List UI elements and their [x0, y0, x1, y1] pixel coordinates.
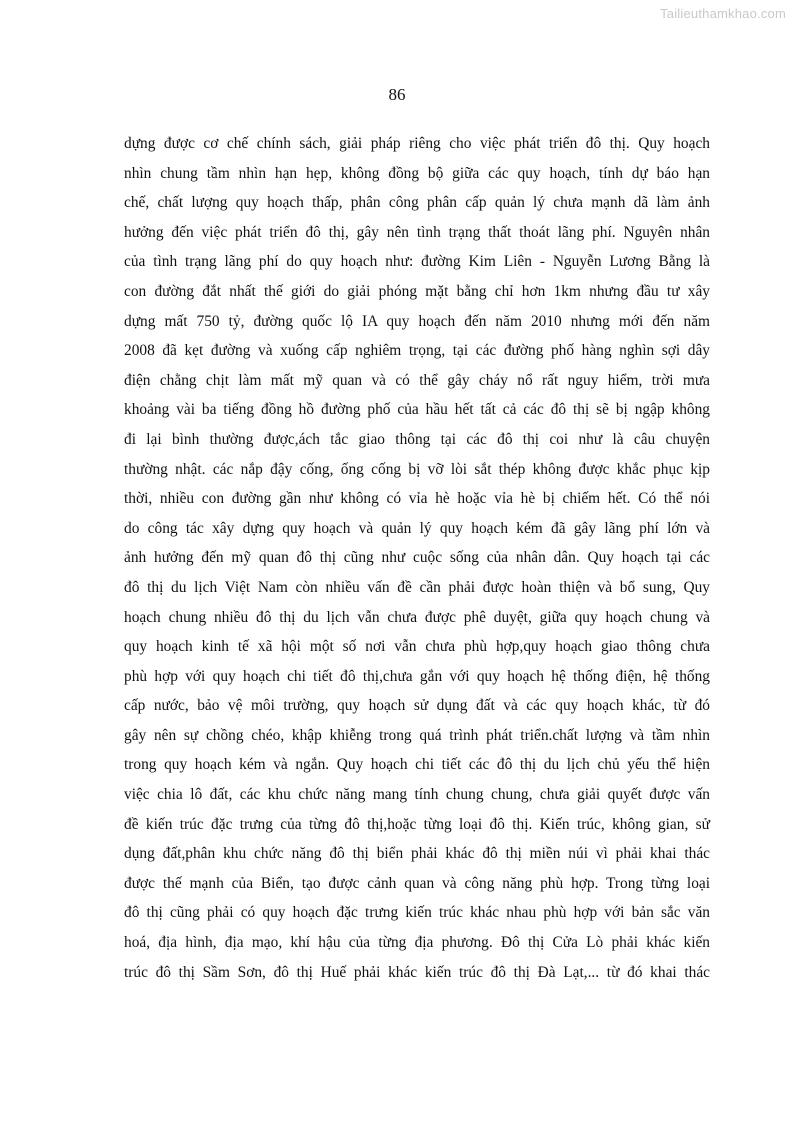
text-line: của tình trạng lãng phí do quy hoạch như: đường Kim Liên - Nguyễn Lương Bằng là	[124, 253, 710, 271]
text-line: trúc đô thị Sầm Sơn, đô thị Huế phải khác kiến trúc đô thị Đà Lạt,... từ đó khai thác	[124, 963, 710, 981]
text-line: dựng mất 750 tỷ, đường quốc lộ IA quy hoạch đến năm 2010 nhưng mới đến năm	[124, 312, 710, 330]
text-line: khoảng vài ba tiếng đồng hồ đường phố của hầu hết tất cả các đô thị sẽ bị ngập không	[124, 401, 710, 419]
text-line: được thế mạnh của Biển, tạo được cảnh quan và công năng phù hợp. Trong từng loại	[124, 874, 710, 892]
watermark-text: Tailieuthamkhao.com	[660, 6, 786, 21]
text-line: hoạch chung nhiều đô thị du lịch vẫn chưa được phê duyệt, giữa quy hoạch chung và	[124, 608, 710, 626]
text-line: trong quy hoạch kém và ngắn. Quy hoạch chi tiết các đô thị du lịch chủ yếu thể hiện	[124, 756, 710, 774]
text-line: con đường đắt nhất thế giới do giải phóng mặt bằng chỉ hơn 1km nhưng đầu tư xây	[124, 282, 710, 300]
text-line: do công tác xây dựng quy hoạch và quản lý quy hoạch kém đã gây lãng phí lớn và	[124, 519, 710, 537]
text-line: phù hợp với quy hoạch chi tiết đô thị,chưa gắn với quy hoạch hệ thống điện, hệ thống	[124, 667, 710, 685]
text-line: đề kiến trúc đặc trưng của từng đô thị,hoặc từng loại đô thị. Kiến trúc, không gian, sử	[124, 815, 710, 833]
text-line: hưởng đến việc phát triển đô thị, gây nên tình trạng thất thoát lãng phí. Nguyên nhân	[124, 223, 710, 241]
text-line: việc chia lô đất, các khu chức năng mang tính chung chung, chưa giải quyết được vấn	[124, 786, 710, 804]
text-line: điện chằng chịt làm mất mỹ quan và có thể gây cháy nổ rất nguy hiểm, trời mưa	[124, 371, 710, 389]
text-line: cấp nước, bảo vệ môi trường, quy hoạch sử dụng đất và các quy hoạch khác, từ đó	[124, 697, 710, 715]
text-line: đi lại bình thường được,ách tắc giao thông tại các đô thị coi như là câu chuyện	[124, 430, 710, 448]
page-number: 86	[388, 85, 406, 104]
body-paragraph	[124, 129, 710, 987]
text-line: gây nên sự chồng chéo, khập khiễng trong quá trình phát triển.chất lượng và tầm nhìn	[124, 726, 710, 744]
text-line: dựng được cơ chế chính sách, giải pháp riêng cho việc phát triển đô thị. Quy hoạch	[124, 135, 710, 152]
text-line: đô thị du lịch Việt Nam còn nhiều vấn đề cần phải được hoàn thiện và bổ sung, Quy	[124, 578, 710, 596]
text-line: thường nhật. các nắp đậy cống, ống cống bị vỡ lòi sắt thép không được khắc phục kịp	[124, 460, 710, 478]
text-line: nhìn chung tầm nhìn hạn hẹp, không đồng bộ giữa các quy hoạch, tính dự báo hạn	[124, 164, 710, 182]
text-line: đô thị cũng phải có quy hoạch đặc trưng kiến trúc khác nhau phù hợp với bản sắc văn	[124, 904, 710, 922]
text-line: chế, chất lượng quy hoạch thấp, phân công phân cấp quản lý chưa mạnh dã làm ảnh	[124, 194, 710, 212]
text-line: dụng đất,phân khu chức năng đô thị biển phải khác đô thị miền núi vì phải khai thác	[124, 845, 710, 863]
text-line: ảnh hưởng đến mỹ quan đô thị cũng như cuộc sống của nhân dân. Quy hoạch tại các	[124, 549, 710, 567]
text-line: hoá, địa hình, địa mạo, khí hậu của từng địa phương. Đô thị Cửa Lò phải khác kiến	[124, 934, 710, 952]
text-line: quy hoạch kinh tế xã hội một số nơi vẫn chưa phù hợp,quy hoạch giao thông chưa	[124, 638, 710, 656]
text-line: 2008 đã kẹt đường và xuống cấp nghiêm trọng, tại các đường phố hàng nghìn sợi dây	[124, 342, 710, 360]
text-line: thời, nhiều con đường gần như không có vỉa hè hoặc vỉa hè bị chiếm hết. Có thể nói	[124, 490, 710, 508]
